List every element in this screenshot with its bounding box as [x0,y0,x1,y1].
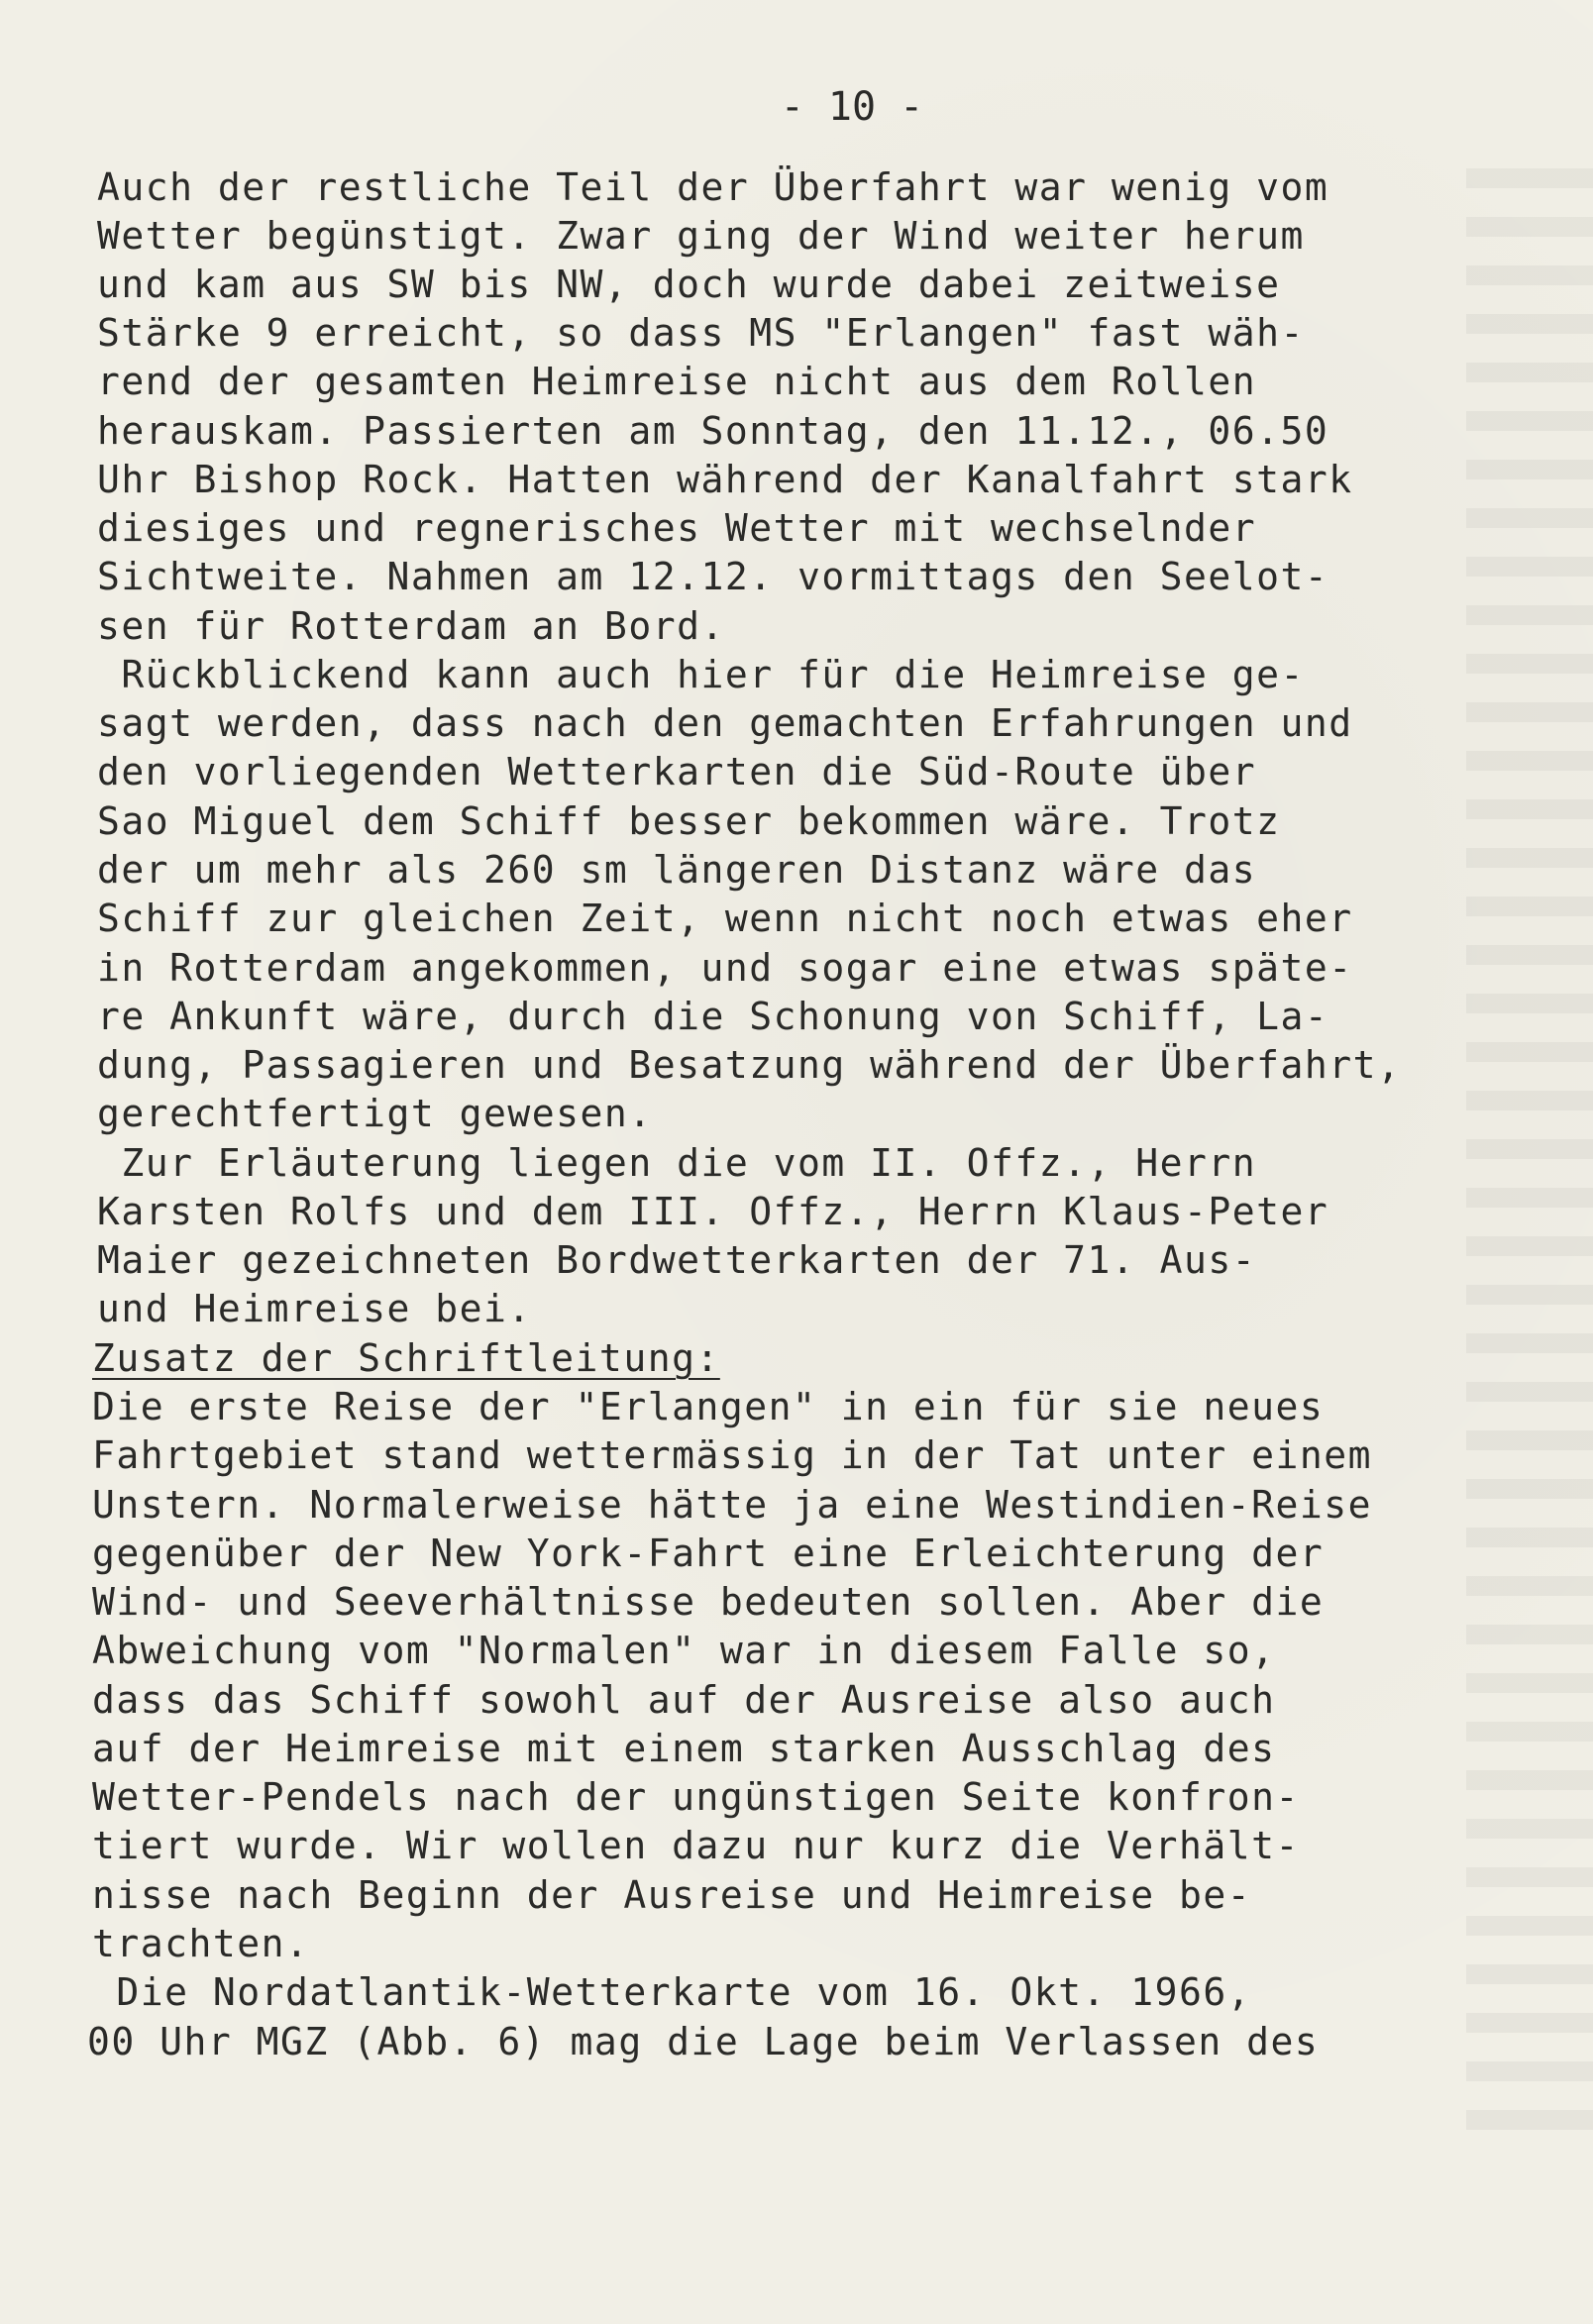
text-line: nisse nach Beginn der Ausreise und Heimreise be- [92,1873,1252,1917]
paragraph-first-line: Die Nordatlantik-Wetterkarte vom 16. Okt. 1966, [92,1970,1252,2014]
text-line: Maier gezeichneten Bordwetterkarten der 71. Aus- [97,1238,1257,1282]
text-line: der um mehr als 260 sm längeren Distanz wäre das [97,848,1257,892]
text-line: 00 Uhr MGZ (Abb. 6) mag die Lage beim Verlassen des [87,2020,1320,2063]
text-line: Uhr Bishop Rock. Hatten während der Kanalfahrt stark [97,458,1353,501]
text-line: den vorliegenden Wetterkarten die Süd-Route über [97,750,1257,793]
section-heading: Zusatz der Schriftleitung: [92,1336,720,1380]
text-line: sagt werden, dass nach den gemachten Erfahrungen und [97,701,1353,745]
text-line: sen für Rotterdam an Bord. [97,604,725,648]
paragraph-first-line: Rückblickend kann auch hier für die Heimreise ge- [97,653,1305,696]
text-line: dass das Schiff sowohl auf der Ausreise also auch [92,1678,1276,1722]
text-line: und kam aus SW bis NW, doch wurde dabei zeitweise [97,263,1281,306]
text-line: Karsten Rolfs und dem III. Offz., Herrn Klaus-Peter [97,1190,1329,1233]
text-line: re Ankunft wäre, durch die Schonung von Schiff, La- [97,995,1329,1038]
text-line: Sichtweite. Nahmen am 12.12. vormittags den Seelot- [97,555,1329,598]
text-line: gerechtfertigt gewesen. [97,1092,653,1135]
text-line: diesiges und regnerisches Wetter mit wechselnder [97,506,1257,550]
text-line: Fahrtgebiet stand wettermässig in der Tat unter einem [92,1433,1373,1477]
text-line: Sao Miguel dem Schiff besser bekommen wäre. Trotz [97,799,1281,843]
text-line: herauskam. Passierten am Sonntag, den 11.12., 06.50 [97,409,1329,453]
text-line: Auch der restliche Teil der Überfahrt war wenig vom [97,165,1329,209]
text-line: Stärke 9 erreicht, so dass MS "Erlangen" fast wäh- [97,311,1305,355]
text-line: rend der gesamten Heimreise nicht aus dem Rollen [97,360,1257,403]
text-line: in Rotterdam angekommen, und sogar eine etwas späte- [97,946,1353,990]
page-number: - 10 - [780,84,924,130]
text-line: Schiff zur gleichen Zeit, wenn nicht noch etwas eher [97,897,1353,940]
text-line: auf der Heimreise mit einem starken Ausschlag des [92,1727,1276,1770]
text-line: Die erste Reise der "Erlangen" in ein für sie neues [92,1385,1325,1428]
text-line: trachten. [92,1922,310,1965]
text-line: Abweichung vom "Normalen" war in diesem Falle so, [92,1629,1276,1672]
text-line: und Heimreise bei. [97,1287,532,1330]
paragraph-first-line: Zur Erläuterung liegen die vom II. Offz., Herrn [97,1141,1257,1185]
text-line: Wetter-Pendels nach der ungünstigen Seite konfron- [92,1775,1300,1819]
text-line: dung, Passagieren und Besatzung während der Überfahrt, [97,1043,1402,1087]
text-line: Unstern. Normalerweise hätte ja eine Westindien-Reise [92,1483,1373,1527]
text-line: tiert wurde. Wir wollen dazu nur kurz die Verhält- [92,1824,1300,1867]
text-line: gegenüber der New York-Fahrt eine Erleichterung der [92,1532,1325,1575]
text-line: Wetter begünstigt. Zwar ging der Wind weiter herum [97,214,1305,258]
bleed-through-text [1466,168,1593,2150]
text-line: Wind- und Seeverhältnisse bedeuten sollen. Aber die [92,1580,1325,1624]
